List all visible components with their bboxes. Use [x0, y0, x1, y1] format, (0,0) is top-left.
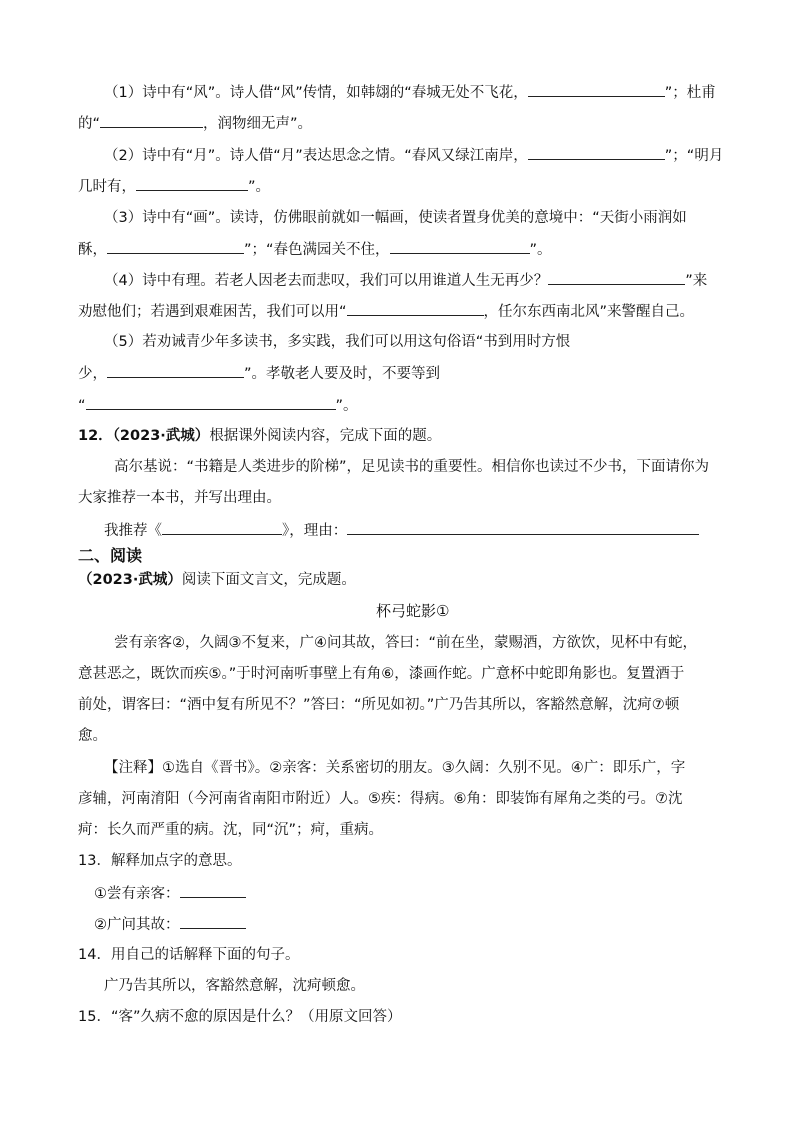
q11-item4-text: 劝慰他们；若遇到艰难困苦，我们可以用“ — [78, 304, 347, 320]
q12-paragraph-line2 — [78, 488, 281, 508]
q12-paragraph-text: 高尔基说：“书籍是人类进步的阶梯”，足见读书的重要性。相信你也读过不少书，下面请你为 — [114, 459, 710, 475]
passage-line4: 愈。 — [78, 728, 107, 744]
recommend-label: 我推荐《 — [104, 523, 162, 539]
q13-item-label: ②广问其故： — [94, 917, 180, 933]
reason-blank[interactable] — [347, 520, 699, 535]
q11-item2-text: （2）诗中有“月”。诗人借“月”表达思念之情。“春风又绿江南岸， — [104, 148, 528, 164]
q11-item3-text: ”；“春色满园关不住， — [244, 242, 390, 258]
q11-item1-line1 — [104, 82, 716, 103]
answer-blank[interactable] — [180, 914, 246, 929]
q11-item3-text: ”。 — [529, 242, 552, 258]
q11-item3-line2 — [78, 239, 552, 260]
notes-line3: 疴：长久而严重的病。沈，同“沉”；疴，重病。 — [78, 822, 384, 838]
section-intro-text: 阅读下面文言文，完成题。 — [181, 572, 356, 588]
source-tag: （2023·武城） — [78, 572, 182, 588]
answer-blank[interactable] — [136, 176, 248, 191]
q11-item1-text: （1）诗中有“风”。诗人借“风”传情，如韩翃的“春城无处不飞花， — [104, 85, 528, 101]
q12-heading — [78, 426, 441, 446]
q11-item1-text: ，润物细无声”。 — [203, 116, 313, 132]
answer-blank[interactable] — [528, 82, 665, 97]
q11-item3-line1 — [104, 208, 687, 228]
q11-item4-line1 — [104, 270, 707, 291]
answer-blank[interactable] — [107, 363, 244, 378]
book-title-blank[interactable] — [162, 520, 282, 535]
section-intro — [78, 570, 356, 590]
q11-item4-line2 — [78, 301, 694, 322]
passage-line3: 前处，谓客曰：“酒中复有所见不？”答曰：“所见如初。”广乃告其所以，客豁然意解，沈疴⑦顿 — [78, 697, 680, 713]
q13-heading: 13．解释加点字的意思。 — [78, 853, 242, 869]
q11-item5-line3 — [78, 395, 358, 416]
q11-item5-line1 — [104, 332, 570, 352]
passage-line2: 意甚恶之，既饮而疾⑤。”于时河南听事壁上有角⑥，漆画作蛇。广意杯中蛇即角影也。复置酒于 — [78, 666, 685, 682]
passage-line1: 尝有亲客②，久阔③不复来，广④问其故，答曰：“前在坐，蒙赐酒，方欲饮，见杯中有蛇， — [114, 635, 698, 651]
answer-blank[interactable] — [390, 239, 530, 254]
answer-blank[interactable] — [86, 395, 336, 410]
q11-item2-text: ”；“明月 — [664, 148, 724, 164]
q11-item2-line1 — [104, 145, 723, 166]
q11-item5-text: “ — [78, 398, 86, 414]
q13-item-label: ①尝有亲客： — [94, 886, 180, 902]
q11-item3-text: （3）诗中有“画”。读诗，仿佛眼前就如一幅画，使读者置身优美的意境中：“天街小雨润如 — [104, 210, 687, 226]
passage-title: 杯弓蛇影① — [376, 602, 450, 620]
q11-item5-text: ”。 — [335, 398, 358, 414]
q11-item1-text: ”；杜甫 — [664, 85, 716, 101]
q15-heading: 15．“客”久病不愈的原因是什么？（用原文回答） — [78, 1009, 402, 1025]
answer-blank[interactable] — [107, 239, 244, 254]
q12-paragraph-line1 — [114, 457, 709, 477]
q11-item5-line2 — [78, 363, 440, 384]
answer-blank[interactable] — [548, 270, 685, 285]
answer-blank[interactable] — [180, 883, 246, 898]
q12-recommend-line — [104, 520, 699, 541]
q13-item-b — [94, 914, 246, 935]
q11-item2-line2 — [78, 176, 270, 197]
reason-label: 》，理由： — [282, 523, 348, 539]
q11-item1-line2 — [78, 113, 312, 134]
q11-item1-text: 的“ — [78, 116, 101, 132]
q11-item4-text: （4）诗中有理。若老人因老去而悲叹，我们可以用谁道人生无再少？ — [104, 273, 549, 289]
notes-line1: 【注释】①选自《晋书》。②亲客：关系密切的朋友。③久阔：久别不见。④广：即乐广，字 — [104, 760, 686, 776]
source-tag: （2023·武城） — [112, 428, 210, 444]
q11-item5-text: （5）若劝诫青少年多读书，多实践，我们可以用这句俗语“书到用时方恨 — [104, 334, 571, 350]
q13-item-a — [94, 883, 246, 904]
q11-item3-text: 酥， — [78, 242, 107, 258]
notes-line2: 彦辅，河南淯阳（今河南省南阳市附近）人。⑤疾：得病。⑥角：即装饰有犀角之类的弓。⑦沈 — [78, 791, 683, 807]
q14-heading: 14．用自己的话解释下面的句子。 — [78, 947, 300, 963]
q12-paragraph-text: 大家推荐一本书，并写出理由。 — [78, 490, 281, 506]
answer-blank[interactable] — [347, 301, 484, 316]
q11-item5-text: ”。孝敬老人要及时，不要等到 — [244, 366, 441, 382]
question-prompt: 根据课外阅读内容，完成下面的题。 — [209, 428, 442, 444]
q14-sentence: 广乃告其所以，客豁然意解，沈疴顿愈。 — [104, 978, 365, 994]
answer-blank[interactable] — [100, 113, 203, 128]
q11-item4-text: ”来 — [685, 273, 708, 289]
question-number: 12． — [78, 428, 113, 444]
q11-item4-text: ，任尔东西南北风”来警醒自己。 — [483, 304, 695, 320]
section-heading: 二、阅读 — [78, 546, 143, 565]
q11-item5-text: 少， — [78, 366, 107, 382]
q11-item2-text: ”。 — [248, 179, 271, 195]
answer-blank[interactable] — [528, 145, 665, 160]
q11-item2-text: 几时有， — [78, 179, 136, 195]
